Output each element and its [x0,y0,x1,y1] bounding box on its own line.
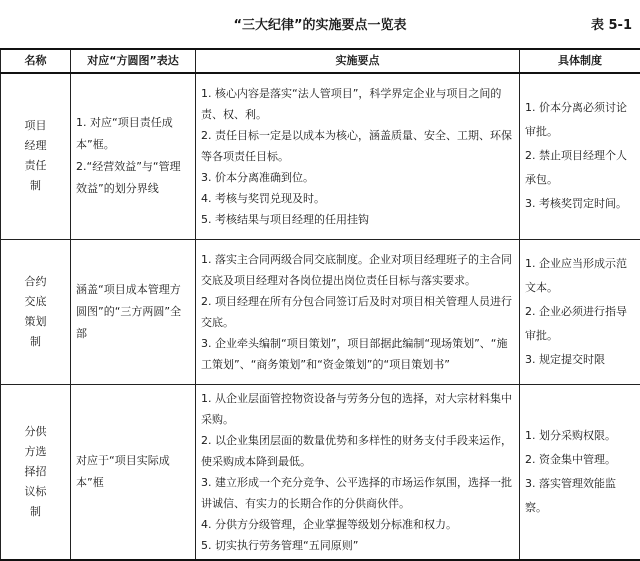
mapping-cell [71,384,196,560]
point-item: 1. 从企业层面管控物资设备与劳务分包的选择，对大宗材料集中采购。 [201,388,514,430]
mapping-item: 涵盖“项目成本管理方圆图”的“三方两圆”全部 [76,279,190,345]
rule-item: 2. 禁止项目经理个人承包。 [525,144,635,192]
point-item: 1. 核心内容是落实“法人管项目”，科学界定企业与项目之间的责、权、利。 [201,83,514,125]
table-number: 表 5-1 [591,14,632,38]
rule-item: 3. 考核奖罚定时间。 [525,192,635,216]
row-name: 分供 方选 择招 议标 制 [6,422,65,522]
header-cell-name: 名称 [1,49,71,73]
rule-item: 1. 划分采购权限。 [525,424,635,448]
header-cell-points: 实施要点 [196,49,520,73]
points-cell [196,73,520,239]
table-title: “三大纪律”的实施要点一览表 [0,14,640,38]
table-row [1,384,640,560]
row-name: 项目 经理 责任 制 [6,116,65,196]
mapping-item: 对应于“项目实际成本”框 [76,450,190,494]
points-cell [196,384,520,560]
point-item: 5. 切实执行劳务管理“五同原则” [201,535,514,556]
mapping-cell [71,239,196,384]
rule-item: 1. 价本分离必须讨论审批。 [525,96,635,144]
rule-item: 1. 企业应当形成示范文本。 [525,252,635,300]
header-cell-mapping: 对应“方圆图”表达 [71,49,196,73]
mapping-cell [71,73,196,239]
points-cell [196,239,520,384]
row-name-cell [1,384,71,560]
point-item: 2. 以企业集团层面的数量优势和多样性的财务支付手段来运作，使采购成本降到最低。 [201,430,514,472]
table-row [1,239,640,384]
point-item: 4. 考核与奖罚兑现及时。 [201,188,514,209]
row-name-cell [1,239,71,384]
point-item: 5. 考核结果与项目经理的任用挂钩 [201,209,514,230]
header-cell-rules: 具体制度 [520,49,640,73]
rule-item: 3. 落实管理效能监察。 [525,472,635,520]
row-name-cell [1,73,71,239]
rule-item: 3. 规定提交时限 [525,348,635,372]
rules-cell [520,73,640,239]
rules-cell [520,384,640,560]
title-row [0,14,640,38]
mapping-item: 2.“经营效益”与“管理效益”的划分界线 [76,156,190,200]
rule-item: 2. 资金集中管理。 [525,448,635,472]
point-item: 2. 责任目标一定是以成本为核心，涵盖质量、安全、工期、环保等各项责任目标。 [201,125,514,167]
point-item: 3. 建立形成一个充分竞争、公平选择的市场运作氛围，选择一批讲诚信、有实力的长期合作的分供商伙伴。 [201,472,514,514]
rules-cell [520,239,640,384]
mapping-item: 1. 对应“项目责任成本”框。 [76,112,190,156]
point-item: 2. 项目经理在所有分包合同签订后及时对项目相关管理人员进行交底。 [201,291,514,333]
table-row [1,73,640,239]
point-item: 1. 落实主合同两级合同交底制度。企业对项目经理班子的主合同交底及项目经理对各岗位提出岗位责任目标与落实要求。 [201,249,514,291]
point-item: 3. 企业牵头编制“项目策划”，项目部据此编制“现场策划”、“施工策划”、“商务策划”和“资金策划”的“项目策划书” [201,333,514,375]
summary-table [0,48,640,561]
rule-item: 2. 企业必须进行指导审批。 [525,300,635,348]
point-item: 4. 分供方分级管理，企业掌握等级划分标准和权力。 [201,514,514,535]
point-item: 3. 价本分离准确到位。 [201,167,514,188]
row-name: 合约 交底 策划 制 [6,272,65,352]
header-row [1,49,640,73]
